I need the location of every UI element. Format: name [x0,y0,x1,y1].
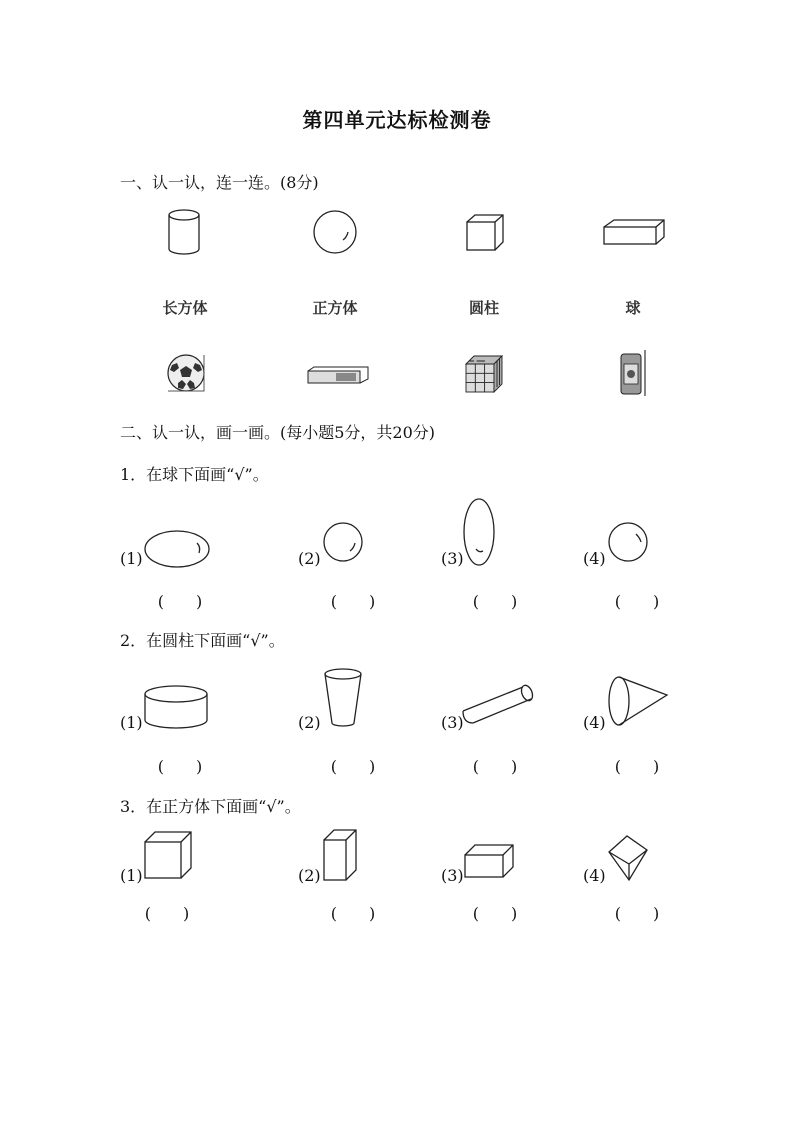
soccer-ball-icon [166,353,210,393]
cylinder-icon [164,207,204,257]
q1-option-1-label: (1) [120,549,143,568]
tin-can-icon [618,350,648,398]
label-cube: 正方体 [312,299,358,317]
question-2-prompt: 2．在圆柱下面画“√”。 [120,631,285,650]
cube-icon [465,214,505,254]
q2-option-4-label: (4) [583,713,606,732]
tilted-cylinder-icon [459,683,539,727]
q2-option-2-label: (2) [298,713,321,732]
q1-option-3-label: (3) [441,549,464,568]
label-cylinder: 圆柱 [468,299,499,317]
q3-answer-blank-2[interactable]: ( ) [330,904,376,923]
q2-answer-blank-4[interactable]: ( ) [614,757,660,776]
q2-answer-blank-3[interactable]: ( ) [472,757,518,776]
q1-answer-blank-3[interactable]: ( ) [472,592,518,611]
flat-cuboid-icon [463,843,517,881]
label-cuboid: 长方体 [162,299,208,317]
tall-ellipsoid-icon [463,497,497,569]
q1-answer-blank-4[interactable]: ( ) [614,592,660,611]
section-1-heading: 一、认一认，连一连。(8分) [120,173,319,192]
sphere-icon [322,521,366,565]
q2-option-3-label: (3) [441,713,464,732]
rotated-cube-icon [605,832,651,884]
short-cylinder-icon [143,684,213,732]
q2-option-1-label: (1) [120,713,143,732]
q1-option-4-label: (4) [583,549,606,568]
tall-cuboid-icon [322,828,362,884]
q3-option-2-label: (2) [298,866,321,885]
q3-answer-blank-3[interactable]: ( ) [472,904,518,923]
section-2-heading: 二、认一认，画一画。(每小题5分，共20分) [120,423,436,442]
q2-answer-blank-2[interactable]: ( ) [330,757,376,776]
q1-answer-blank-1[interactable]: ( ) [157,592,203,611]
cup-icon [322,667,366,729]
q3-answer-blank-4[interactable]: ( ) [614,904,660,923]
sphere-icon [607,521,651,565]
ellipsoid-icon [143,529,213,571]
page-title: 第四单元达标检测卷 [302,108,492,132]
q3-option-1-label: (1) [120,866,143,885]
q1-answer-blank-2[interactable]: ( ) [330,592,376,611]
q2-answer-blank-1[interactable]: ( ) [157,757,203,776]
sphere-icon [313,210,359,256]
question-1-prompt: 1．在球下面画“√”。 [120,465,269,484]
q3-option-3-label: (3) [441,866,464,885]
q3-option-4-label: (4) [583,866,606,885]
cube-icon [143,830,195,882]
q3-answer-blank-1[interactable]: ( ) [144,904,190,923]
cone-icon [605,675,669,729]
cuboid-icon [602,218,666,248]
q1-option-2-label: (2) [298,549,321,568]
question-3-prompt: 3．在正方体下面画“√”。 [120,797,301,816]
long-box-icon [306,365,370,387]
label-sphere: 球 [625,299,641,317]
rubiks-cube-icon [464,354,506,394]
